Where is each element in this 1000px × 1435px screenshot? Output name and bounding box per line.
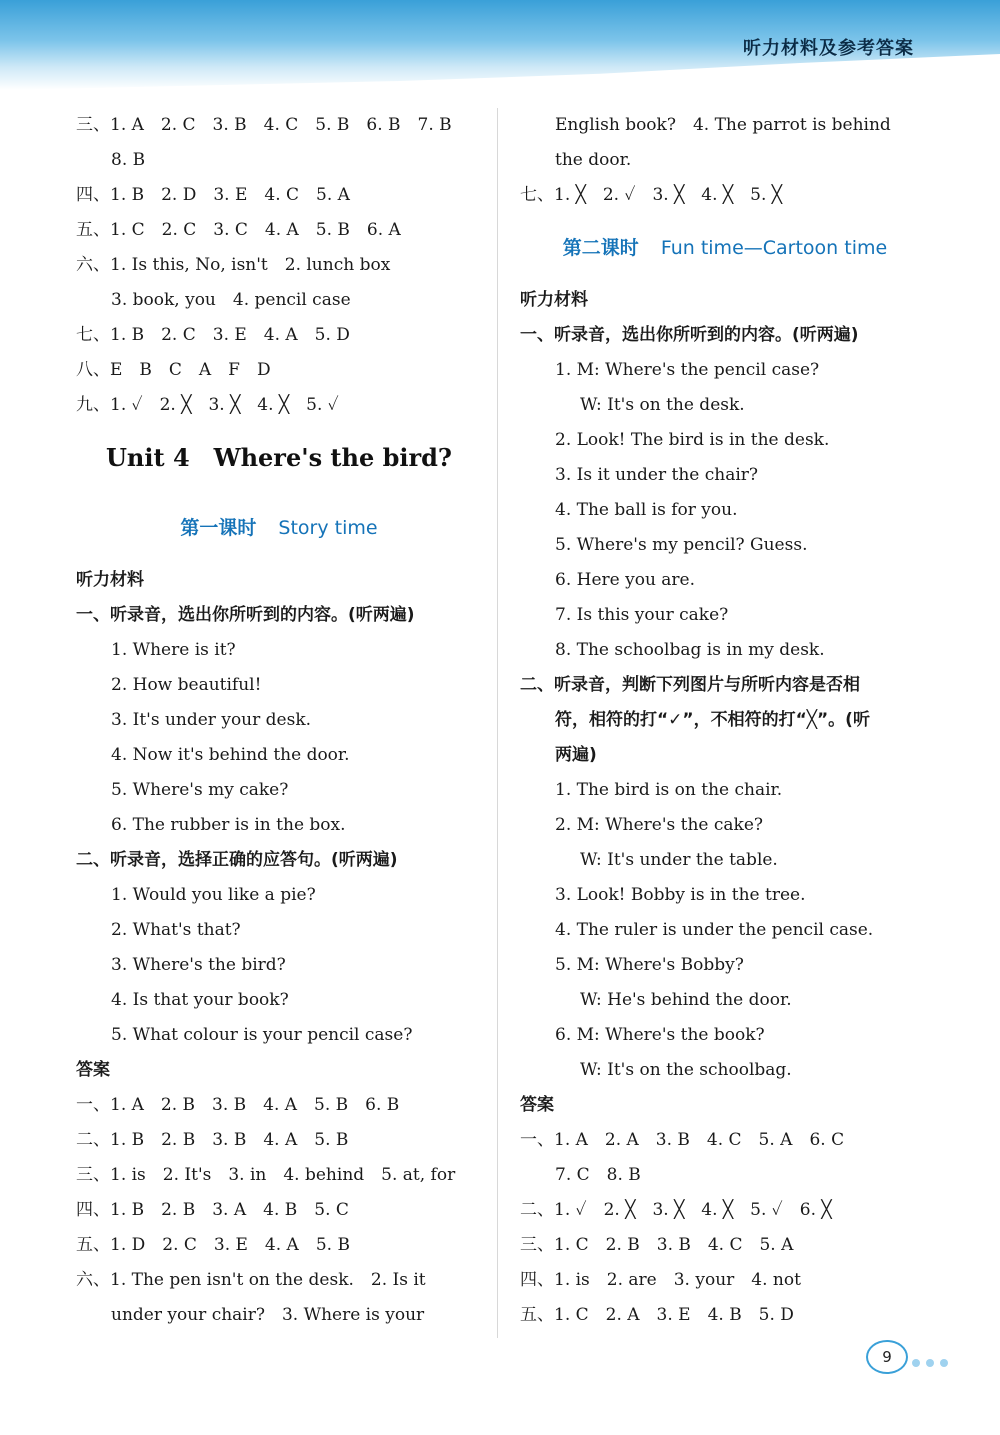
part-title: 一、听录音，选出你所听到的内容。(听两遍) (76, 605, 415, 625)
column-divider (497, 108, 498, 1338)
page-number: 9 (866, 1340, 908, 1374)
listening-item: 5. Where's my cake? (111, 780, 289, 800)
answer-line: 五、1. C 2. C 3. C 4. A 5. B 6. A (76, 220, 401, 240)
lesson-heading (76, 493, 482, 563)
answer-line: 七、1. B 2. C 3. E 4. A 5. D (76, 325, 350, 345)
unit-title: Unit 4 Where's the bird? (106, 443, 452, 472)
answer-line: 8. B (111, 150, 146, 170)
listening-item: 6. The rubber is in the box. (111, 815, 346, 835)
part-title: 符，相符的打“✓”，不相符的打“╳”。(听 (555, 710, 870, 730)
answer-line: 四、1. B 2. D 3. E 4. C 5. A (76, 185, 350, 205)
answer-line: 五、1. C 2. A 3. E 4. B 5. D (520, 1305, 794, 1325)
listening-item: 5. Where's my pencil? Guess. (555, 535, 808, 555)
answer-line: 六、1. The pen isn't on the desk. 2. Is it (76, 1270, 426, 1290)
listening-item: 5. What colour is your pencil case? (111, 1025, 413, 1045)
answer-line: 三、1. C 2. B 3. B 4. C 5. A (520, 1235, 794, 1255)
listening-item: W: It's on the desk. (580, 395, 745, 415)
listening-item: 4. Now it's behind the door. (111, 745, 350, 765)
part-title: 二、听录音，判断下列图片与所听内容是否相 (520, 675, 860, 695)
right-column (520, 108, 930, 1333)
listening-item: 2. M: Where's the cake? (555, 815, 764, 835)
listening-item: 3. Where's the bird? (111, 955, 286, 975)
lesson-number: 第一课时 (180, 517, 257, 539)
part-title: 一、听录音，选出你所听到的内容。(听两遍) (520, 325, 859, 345)
section-label: 听力材料 (520, 290, 588, 310)
answer-line: 二、1. ✓ 2. ╳ 3. ╳ 4. ╳ 5. ✓ 6. ╳ (520, 1200, 832, 1220)
answer-line: 四、1. B 2. B 3. A 4. B 5. C (76, 1200, 349, 1220)
listening-item: 7. Is this your cake? (555, 605, 729, 625)
answer-line: 三、1. is 2. It's 3. in 4. behind 5. at, for (76, 1165, 456, 1185)
header-title: 听力材料及参考答案 (743, 38, 914, 59)
answer-line: 六、1. Is this, No, isn't 2. lunch box (76, 255, 391, 275)
answer-line: 五、1. D 2. C 3. E 4. A 5. B (76, 1235, 350, 1255)
answer-line: 七、1. ╳ 2. ✓ 3. ╳ 4. ╳ 5. ╳ (520, 185, 783, 205)
answer-line: 一、1. A 2. B 3. B 4. A 5. B 6. B (76, 1095, 400, 1115)
listening-item: 6. M: Where's the book? (555, 1025, 765, 1045)
listening-item: W: It's on the schoolbag. (580, 1060, 792, 1080)
listening-item: 1. Would you like a pie? (111, 885, 316, 905)
answer-line: the door. (555, 150, 632, 170)
lesson-number: 第二课时 (562, 237, 639, 259)
page-number-decoration (912, 1352, 982, 1360)
listening-item: W: He's behind the door. (580, 990, 792, 1010)
listening-item: 4. The ruler is under the pencil case. (555, 920, 874, 940)
listening-item: 5. M: Where's Bobby? (555, 955, 744, 975)
left-column (76, 108, 482, 1333)
listening-item: 3. It's under your desk. (111, 710, 312, 730)
listening-item: 1. Where is it? (111, 640, 236, 660)
listening-item: 1. M: Where's the pencil case? (555, 360, 820, 380)
answer-line: 三、1. A 2. C 3. B 4. C 5. B 6. B 7. B (76, 115, 452, 135)
listening-item: 8. The schoolbag is in my desk. (555, 640, 825, 660)
part-title: 二、听录音，选择正确的应答句。(听两遍) (76, 850, 398, 870)
section-label: 答案 (76, 1060, 110, 1080)
listening-item: 4. Is that your book? (111, 990, 289, 1010)
answer-line: 四、1. is 2. are 3. your 4. not (520, 1270, 801, 1290)
lesson-name: Fun time—Cartoon time (660, 237, 888, 259)
answer-line: 3. book, you 4. pencil case (111, 290, 351, 310)
listening-item: 2. Look! The bird is in the desk. (555, 430, 830, 450)
listening-item: 3. Is it under the chair? (555, 465, 759, 485)
listening-item: W: It's under the table. (580, 850, 778, 870)
section-label: 答案 (520, 1095, 554, 1115)
listening-item: 6. Here you are. (555, 570, 696, 590)
answer-line: 九、1. ✓ 2. ╳ 3. ╳ 4. ╳ 5. ✓ (76, 395, 339, 415)
answer-line: 二、1. B 2. B 3. B 4. A 5. B (76, 1130, 349, 1150)
listening-item: 2. What's that? (111, 920, 241, 940)
answer-line: 八、E B C A F D (76, 360, 271, 380)
lesson-name: Story time (278, 517, 378, 539)
answer-line: 7. C 8. B (555, 1165, 641, 1185)
answer-line: under your chair? 3. Where is your (111, 1305, 425, 1325)
listening-item: 2. How beautiful! (111, 675, 262, 695)
lesson-heading (520, 213, 930, 283)
listening-item: 3. Look! Bobby is in the tree. (555, 885, 806, 905)
section-label: 听力材料 (76, 570, 144, 590)
listening-item: 4. The ball is for you. (555, 500, 738, 520)
answer-line: 一、1. A 2. A 3. B 4. C 5. A 6. C (520, 1130, 845, 1150)
listening-item: 1. The bird is on the chair. (555, 780, 783, 800)
part-title: 两遍) (555, 745, 597, 765)
answer-line: English book? 4. The parrot is behind (555, 115, 891, 135)
